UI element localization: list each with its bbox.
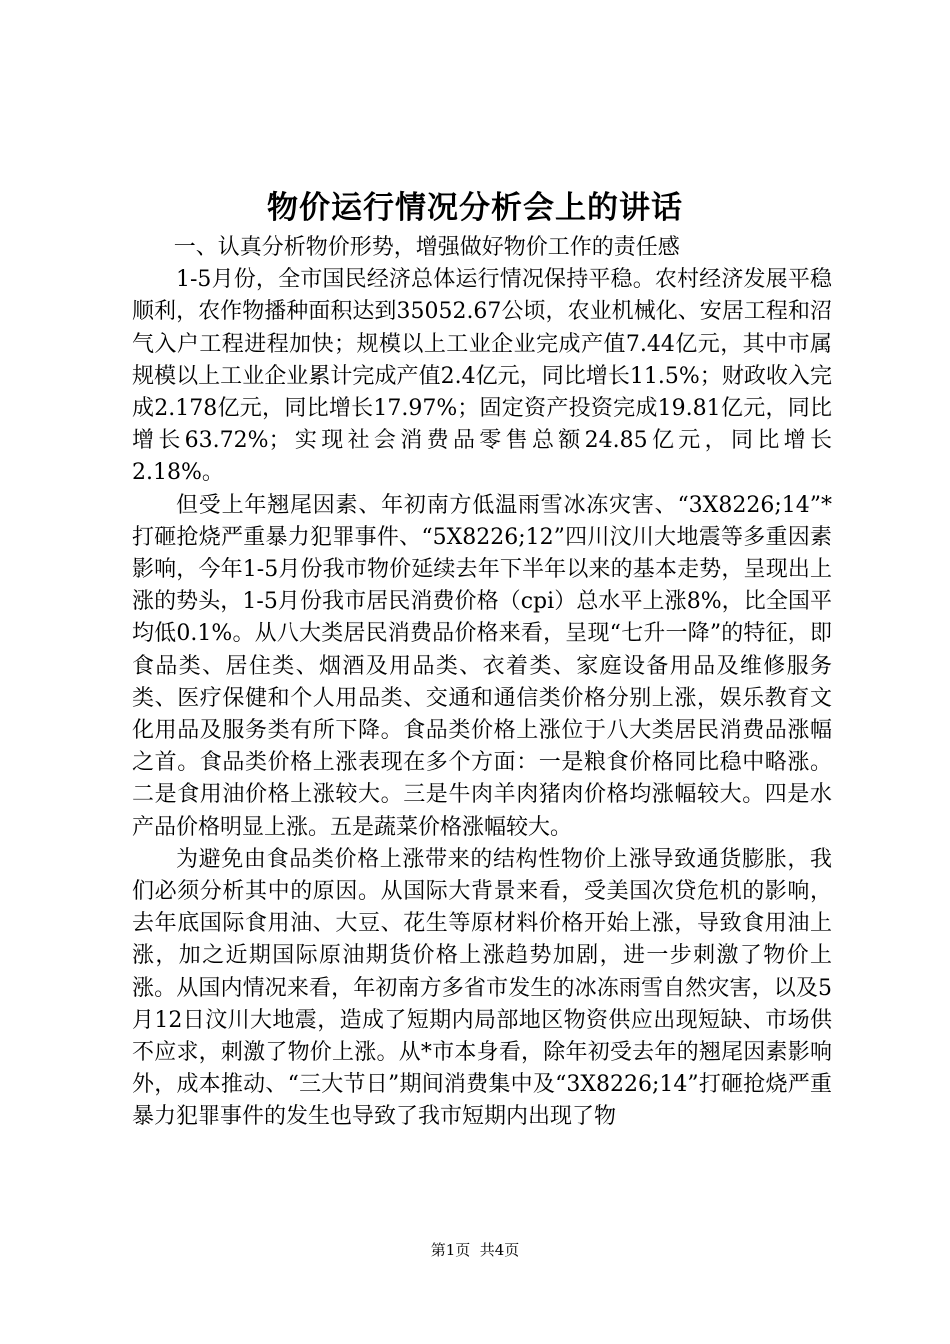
page-number: 第1页 共4页 [430, 1241, 520, 1259]
paragraph-economy-overview: 1-5月份，全市国民经济总体运行情况保持平稳。农村经济发展平稳顺利，农作物播种面积达到35052.67公顷，农业机械化、安居工程和沼气入户工程进程加快；规模以上工业企业完成产值7.44亿元，其中市属规模以上工业企业累计完成产值2.4亿元，同比增长11.5%；财政收入完成2.178亿元，同比增长17.97%；固定资产投资完成19.81亿元，同比增长63.72%；实现社会消费品零售总额24.85亿元，同比增长2.18%。 [132, 267, 832, 486]
document-title: 物价运行情况分析会上的讲话 [267, 190, 683, 226]
paragraph-price-trend: 但受上年翘尾因素、年初南方低温雨雪冰冻灾害、“3X8226;14”*打砸抢烧严重暴力犯罪事件、“5X8226;12”四川汶川大地震等多重因素影响，今年1-5月份我市物价延续去年下半年以来的基本走势，呈现出上涨的势头，1-5月份我市居民消费价格（cpi）总水平上涨8%，比全国平均低0.1%。从八大类居民消费品价格来看，呈现“七升一降”的特征，即食品类、居住类、烟酒及用品类、衣着类、家庭设备用品及维修服务类、医疗保健和个人用品类、交通和通信类价格分别上涨，娱乐教育文化用品及服务类有所下降。食品类价格上涨位于八大类居民消费品涨幅之首。食品类价格上涨表现在多个方面：一是粮食价格同比稳中略涨。二是食用油价格上涨较大。三是牛肉羊肉猪肉价格均涨幅较大。四是水产品价格明显上涨。五是蔬菜价格涨幅较大。 [132, 492, 832, 840]
document-body [132, 232, 832, 1134]
paragraph-cause-analysis: 为避免由食品类价格上涨带来的结构性物价上涨导致通货膨胀，我们必须分析其中的原因。从国际大背景来看，受美国次贷危机的影响，去年底国际食用油、大豆、花生等原材料价格开始上涨，导致食用油上涨，加之近期国际原油期货价格上涨趋势加剧，进一步刺激了物价上涨。从国内情况来看，年初南方多省市发生的冰冻雨雪自然灾害，以及5月12日汶川大地震，造成了短期内局部地区物资供应出现短缺、市场供不应求，刺激了物价上涨。从*市本身看，除年初受去年的翘尾因素影响外，成本推动、“三大节日”期间消费集中及“3X8226;14”打砸抢烧严重暴力犯罪事件的发生也导致了我市短期内出现了物 [132, 846, 832, 1130]
section-heading: 一、认真分析物价形势，增强做好物价工作的责任感 [173, 235, 680, 260]
page-footer [0, 1240, 950, 1260]
